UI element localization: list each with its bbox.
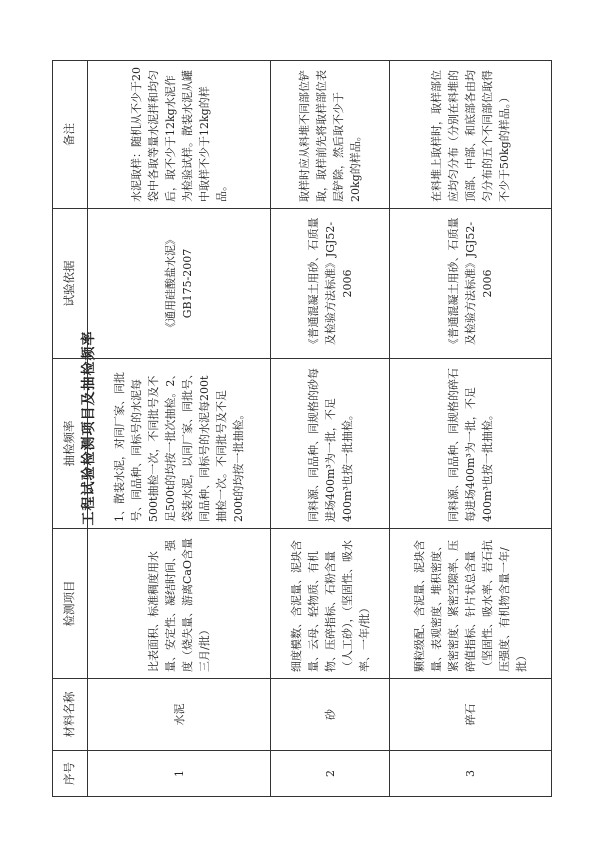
header-no: 序号 (53, 751, 88, 797)
row-items: 比表面积、标准稠度用水量、安定性、凝结时间、强度（烧失量、游离CaO含量三月/批） (88, 529, 271, 679)
table-row (88, 61, 271, 797)
table-row (271, 61, 390, 797)
table-row (390, 61, 552, 797)
row-basis: 《普通混凝土用砂、石质量及检验方法标准》JGJ52-2006 (390, 209, 552, 359)
row-basis: 《普通混凝土用砂、石质量及检验方法标准》JGJ52-2006 (271, 209, 390, 359)
header-frequency: 抽检频率 (53, 359, 88, 529)
page-title: 工程试验检测项目及抽检频率 (81, 330, 97, 526)
row-frequency: 同料源、同品种、同规格的碎石每进场400m³为一批，不足400m³也按一批抽检。 (390, 359, 552, 529)
row-remark: 在料堆上取样时，取样部位应均匀分布（分别在料堆的顶部、中部、和底部各由均匀分布的五个不同部位取得不少于50kg的样品。） (390, 61, 552, 209)
inspection-table (52, 60, 552, 797)
row-no: 3 (390, 751, 552, 797)
row-items: 颗粒级配、含泥量、泥块含量、表观密度、堆积密度、紧密密度、紧密空隙率、压碎值指标、针片状总含量（坚固性、吸水率、岩石抗压强度、有机物含量一年/批） (390, 529, 552, 679)
row-basis: 《通用硅酸盐水泥》GB175-2007 (88, 209, 271, 359)
table-container (52, 61, 552, 797)
row-frequency: 同料源、同品种、同规格的砂每进场400m³为一批，不足400m³也按一批抽检。 (271, 359, 390, 529)
row-material: 砂 (271, 679, 390, 751)
row-material: 碎石 (390, 679, 552, 751)
header-remark: 备注 (53, 61, 88, 209)
header-basis: 试验依据 (53, 209, 88, 359)
row-material: 水泥 (88, 679, 271, 751)
header-row (53, 61, 88, 797)
row-no: 2 (271, 751, 390, 797)
header-material: 材料名称 (53, 679, 88, 751)
row-frequency: 1、散装水泥，对同厂家、同批号、同品种、同标号的水泥每500t抽检一次，不同批号及不足500t的均按一批次抽检。2、袋装水泥，以同厂家、同批号、同品种、同标号的水泥每200t抽检一次。不同批号及不足200t的均按一批抽检。 (88, 359, 271, 529)
row-no: 1 (88, 751, 271, 797)
row-remark: 取样时应从料堆不同部位铲取，取样前先将取样部位表层铲除，然后取不少于20kg的样品。 (271, 61, 390, 209)
header-items: 检测项目 (53, 529, 88, 679)
row-remark: 水泥取样：随机从不少于20袋中各取等量水泥拌和均匀后，取不少于12kg水泥作为检验试样。散装水泥从罐中取样不少于12kg的样品。 (88, 61, 271, 209)
row-items: 细度模数、含泥量、泥块含量、云母、轻物质、有机物、压碎指标、石粉含量（人工砂），（坚固性、吸水率、一年/批） (271, 529, 390, 679)
